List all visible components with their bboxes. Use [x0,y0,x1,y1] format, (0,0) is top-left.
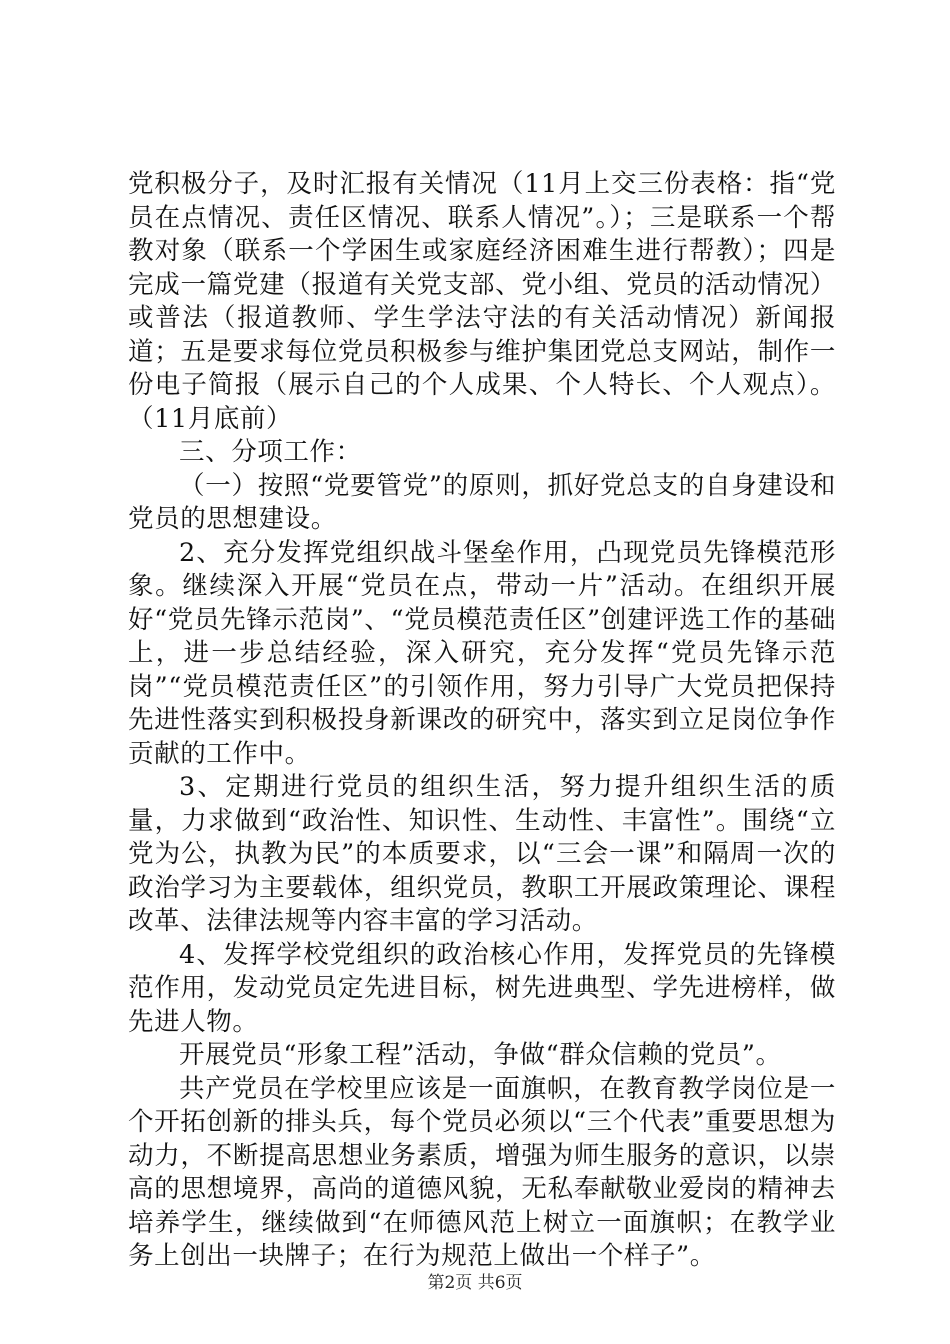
page-footer: 第2页 共6页 [427,1273,523,1293]
section-heading: 三、分项工作： [179,437,362,467]
paragraph-image-project: 开展党员“形象工程”活动，争做“群众信赖的党员”。 [179,1040,782,1070]
paragraph-item-1: （一）按照“党要管党”的原则，抓好党总支的自身建设和党员的思想建设。 [128,470,836,534]
paragraph-item-2: 2、充分发挥党组织战斗堡垒作用，凸现党员先锋模范形象。继续深入开展“党员在点，带动一片”活动。在组织开展好“党员先锋示范岗”、“党员模范责任区”创建评选工作的基础上，进一步总结经验，深入研究，充分发挥“党员先锋示范岗”“党员模范责任区”的引领作用，努力引导广大党员把保持先进性落实到积极投身新课改的研究中，落实到立足岗位争作贡献的工作中。 [128,537,836,769]
paragraph-item-3: 3、定期进行党员的组织生活，努力提升组织生活的质量，力求做到“政治性、知识性、生动性、丰富性”。围绕“立党为公，执教为民”的本质要求，以“三会一课”和隔周一次的政治学习为主要载体，组织党员，教职工开展政策理论、课程改革、法律法规等内容丰富的学习活动。 [128,772,836,936]
paragraph-party-member-role: 共产党员在学校里应该是一面旗帜，在教育教学岗位是一个开拓创新的排头兵，每个党员必须以“三个代表”重要思想为动力，不断提高思想业务素质，增强为师生服务的意识，以崇高的思想境界，高尚的道德风貌，无私奉献敬业爱岗的精神去培养学生，继续做到“在师德风范上树立一面旗帜；在教学业务上创出一块牌子；在行为规范上做出一个样子”。 [128,1073,836,1271]
paragraph-item-4: 4、发挥学校党组织的政治核心作用，发挥党员的先锋模范作用，发动党员定先进目标，树先进典型、学先进榜样，做先进人物。 [128,939,836,1037]
document-body [128,168,836,1274]
paragraph-continuation: 党积极分子，及时汇报有关情况（11月上交三份表格：指“党员在点情况、责任区情况、联系人情况”。）；三是联系一个帮教对象（联系一个学困生或家庭经济困难生进行帮教）；四是完成一篇党建（报道有关党支部、党小组、党员的活动情况）或普法（报道教师、学生学法守法的有关活动情况）新闻报道；五是要求每位党员积极参与维护集团党总支网站，制作一份电子简报（展示自己的个人成果、个人特长、个人观点）。（11月底前） [128,169,836,434]
